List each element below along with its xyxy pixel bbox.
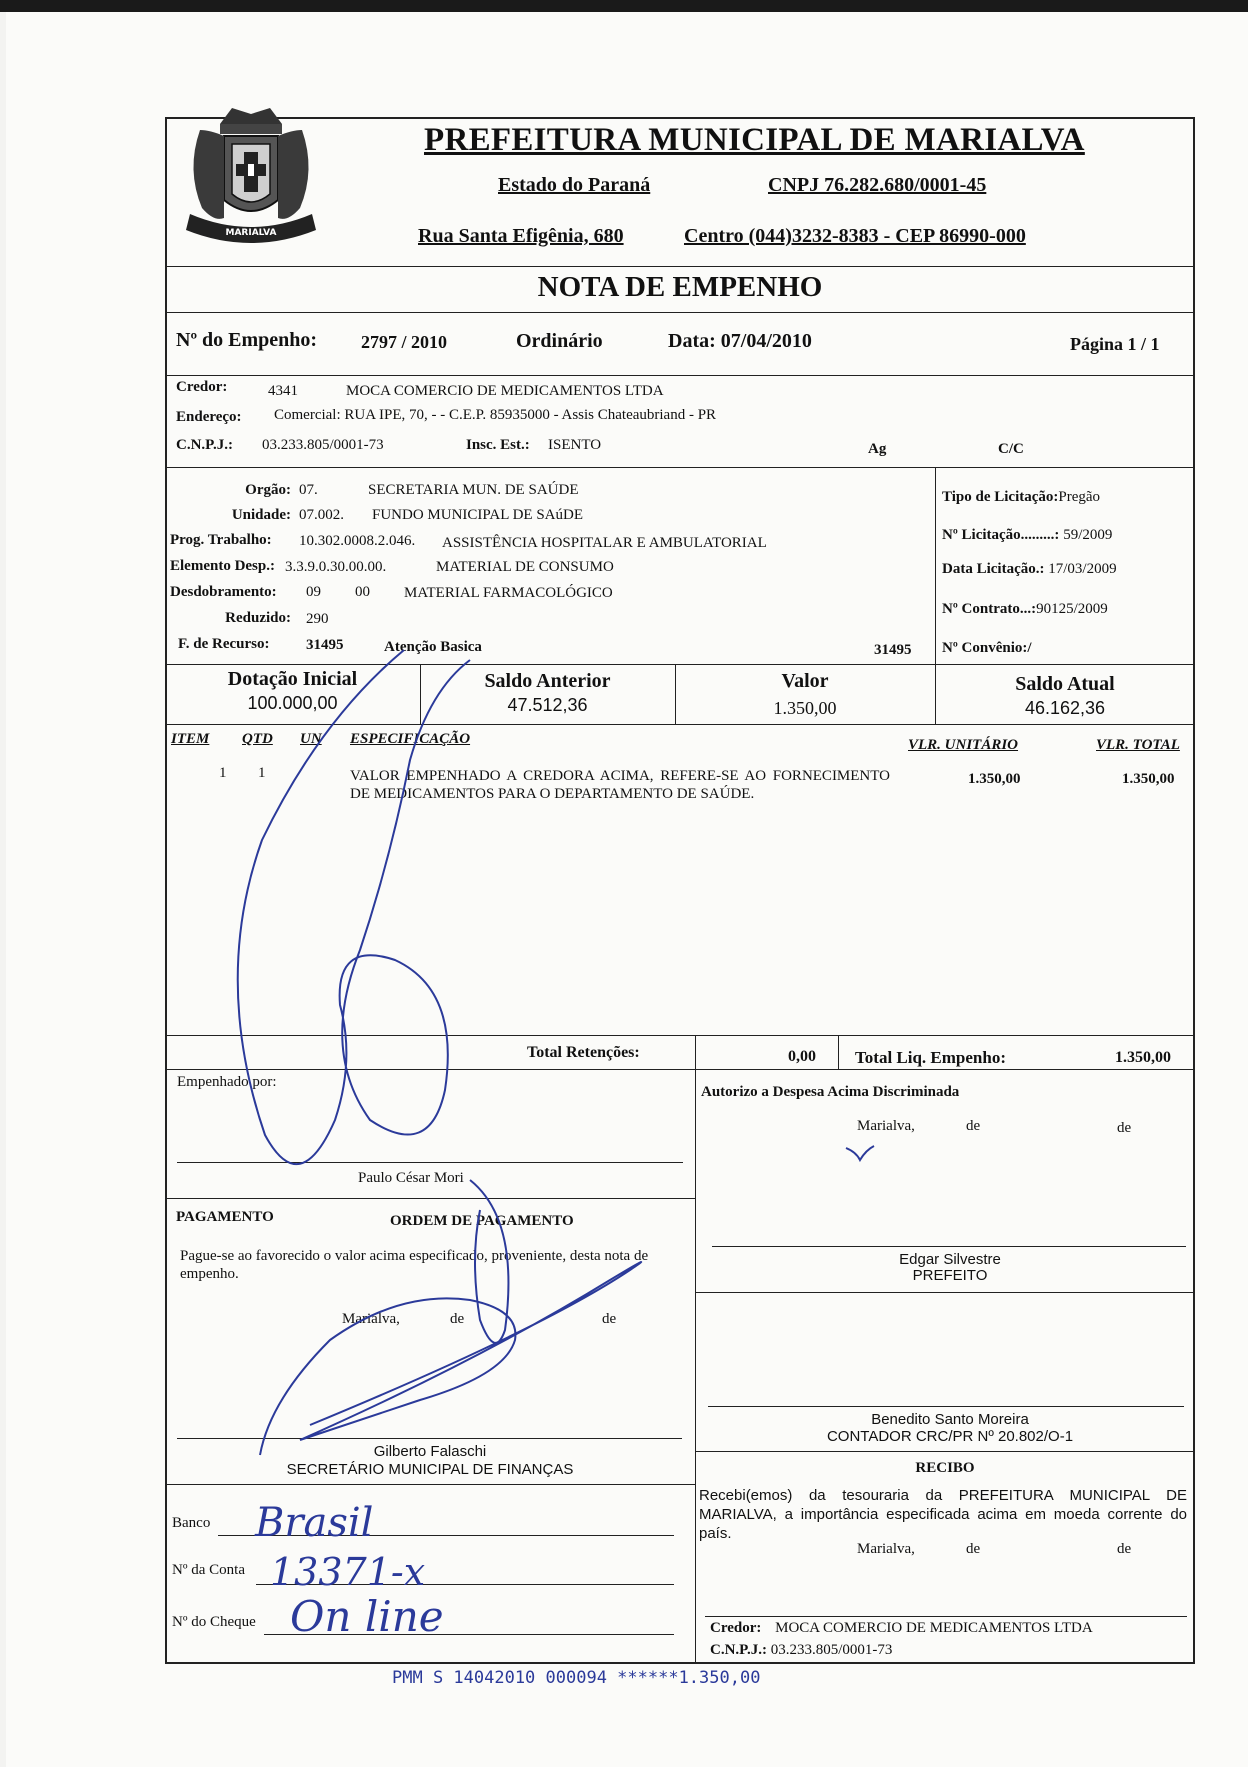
bank-authentication-stamp: PMM S 14042010 000094 ******1.350,00 bbox=[392, 1668, 761, 1688]
orgao-label: Orgão: bbox=[245, 482, 291, 498]
recurso-code: 31495 bbox=[306, 637, 344, 653]
reduzido-value: 290 bbox=[306, 611, 329, 627]
recibo-city: Marialva, bbox=[857, 1541, 915, 1557]
contador-role: CONTADOR CRC/PR Nº 20.802/O-1 bbox=[826, 1428, 1074, 1445]
banco-label: Banco bbox=[172, 1515, 211, 1531]
prog-label: Prog. Trabalho: bbox=[170, 532, 272, 548]
col-especificacao: ESPECIFICAÇÃO bbox=[350, 731, 471, 747]
unidade-code: 07.002. bbox=[299, 507, 344, 523]
credor-label: Credor: bbox=[176, 379, 228, 395]
recibo-de-1: de bbox=[966, 1541, 981, 1557]
coat-of-arms-banner: MARIALVA bbox=[225, 228, 277, 238]
desdobramento-a: 09 bbox=[306, 584, 321, 600]
unidade-label: Unidade: bbox=[231, 507, 291, 523]
municipality-title: PREFEITURA MUNICIPAL DE MARIALVA bbox=[424, 122, 1085, 158]
recibo-credor-label: Credor: bbox=[710, 1620, 762, 1636]
agency-label: Ag bbox=[868, 441, 887, 457]
recibo-cnpj-label: C.N.P.J.: bbox=[710, 1642, 767, 1658]
pagamento-text: Pague-se ao favorecido o valor acima especificado, proveniente, desta nota de empenho. bbox=[180, 1248, 649, 1282]
prefeito-role: PREFEITO bbox=[912, 1267, 988, 1284]
secretario-name: Gilberto Falaschi bbox=[373, 1443, 487, 1460]
valor-value: 1.350,00 bbox=[773, 698, 837, 718]
recurso-name: Atenção Basica bbox=[384, 639, 482, 655]
recibo-title: RECIBO bbox=[915, 1460, 975, 1476]
pagamento-de-1: de bbox=[450, 1311, 465, 1327]
autorizo-de-2: de bbox=[1117, 1120, 1132, 1136]
scan-top-edge bbox=[0, 0, 1248, 12]
pagamento-title: PAGAMENTO bbox=[176, 1209, 274, 1225]
recibo-cnpj: 03.233.805/0001-73 bbox=[770, 1642, 893, 1658]
empenhado-label: Empenhado por: bbox=[177, 1074, 277, 1090]
item-number: 1 bbox=[219, 765, 227, 781]
elemento-name: MATERIAL DE CONSUMO bbox=[436, 559, 614, 575]
conta-label: Nº da Conta bbox=[172, 1562, 245, 1578]
saldo-anterior-value: 47.512,36 bbox=[507, 695, 588, 715]
col-un: UN bbox=[300, 731, 322, 747]
licitacao-data: 17/03/2009 bbox=[1048, 561, 1117, 577]
dotacao-value: 100.000,00 bbox=[247, 693, 338, 713]
address-contact: Centro (044)3232-8383 - CEP 86990-000 bbox=[684, 225, 1026, 247]
credor-address: Comercial: RUA IPE, 70, - - C.E.P. 85935000 - Assis Chateaubriand - PR bbox=[274, 407, 717, 423]
insc-label: Insc. Est.: bbox=[466, 437, 530, 453]
col-valor-unitario: VLR. UNITÁRIO bbox=[908, 737, 1019, 753]
empenho-number-label: Nº do Empenho: bbox=[176, 329, 318, 351]
licitacao-numero-label: Nº Licitação.........: 59/2009 bbox=[942, 527, 1113, 543]
credor-cnpj-label: C.N.P.J.: bbox=[176, 437, 233, 453]
document-title: NOTA DE EMPENHO bbox=[537, 271, 823, 303]
item-description: VALOR EMPENHADO A CREDORA ACIMA, REFERE-SE AO FORNECIMENTO DE MEDICAMENTOS PARA O DEPARTAMENTO DE SAÚDE. bbox=[350, 768, 890, 802]
pagamento-de-2: de bbox=[602, 1311, 617, 1327]
licitacao-tipo-label: Tipo de Licitação:Pregão bbox=[942, 489, 1101, 505]
contrato-numero: 90125/2009 bbox=[1036, 601, 1108, 617]
account-label: C/C bbox=[998, 441, 1024, 457]
saldo-atual-value: 46.162,36 bbox=[1024, 698, 1106, 718]
autorizo-city: Marialva, bbox=[857, 1118, 915, 1134]
recibo-credor: MOCA COMERCIO DE MEDICAMENTOS LTDA bbox=[775, 1620, 1093, 1636]
item-valor-total: 1.350,00 bbox=[1122, 771, 1175, 787]
recibo-de-2: de bbox=[1117, 1541, 1132, 1557]
valor-label: Valor bbox=[781, 670, 829, 692]
saldo-atual-label: Saldo Atual bbox=[1015, 673, 1115, 695]
ordem-pagamento-title: ORDEM DE PAGAMENTO bbox=[390, 1213, 574, 1229]
autorizo-de-1: de bbox=[966, 1118, 981, 1134]
unidade-name: FUNDO MUNICIPAL DE SAúDE bbox=[372, 507, 583, 523]
endereco-label: Endereço: bbox=[176, 409, 242, 425]
retencoes-value: 0,00 bbox=[788, 1048, 816, 1065]
page-number: Página 1 / 1 bbox=[1070, 334, 1160, 354]
empenho-type: Ordinário bbox=[516, 330, 603, 352]
prog-name: ASSISTÊNCIA HOSPITALAR E AMBULATORIAL bbox=[442, 535, 767, 551]
pagamento-city: Marialva, bbox=[342, 1311, 400, 1327]
cheque-label: Nº do Cheque bbox=[172, 1614, 256, 1630]
municipality-cnpj: CNPJ 76.282.680/0001-45 bbox=[768, 174, 987, 196]
total-liquido-value: 1.350,00 bbox=[1115, 1049, 1171, 1066]
state-name: Estado do Paraná bbox=[498, 174, 651, 196]
recurso-code-2: 31495 bbox=[874, 642, 912, 658]
prefeito-name: Edgar Silvestre bbox=[899, 1251, 1001, 1268]
licitacao-data-label: Data Licitação.: 17/03/2009 bbox=[942, 561, 1117, 577]
prog-code: 10.302.0008.2.046. bbox=[299, 533, 416, 549]
conta-handwritten: 13371-x bbox=[270, 1550, 426, 1594]
recurso-label: F. de Recurso: bbox=[178, 636, 270, 652]
contador-name: Benedito Santo Moreira bbox=[871, 1411, 1029, 1428]
street-address: Rua Santa Efigênia, 680 bbox=[418, 225, 624, 247]
item-valor-unitario: 1.350,00 bbox=[968, 771, 1021, 787]
col-valor-total: VLR. TOTAL bbox=[1096, 737, 1180, 753]
elemento-label: Elemento Desp.: bbox=[170, 558, 275, 574]
credor-name: MOCA COMERCIO DE MEDICAMENTOS LTDA bbox=[346, 383, 664, 399]
reduzido-label: Reduzido: bbox=[225, 610, 291, 626]
recibo-text: Recebi(emos) da tesouraria da PREFEITURA MUNICIPAL DE MARIALVA, a importância especificada acima em moeda corrente do país. bbox=[699, 1487, 1187, 1542]
retencoes-label: Total Retenções: bbox=[527, 1044, 640, 1061]
desdobramento-label: Desdobramento: bbox=[170, 584, 277, 600]
orgao-code: 07. bbox=[299, 482, 318, 498]
licitacao-numero: 59/2009 bbox=[1063, 527, 1113, 543]
secretario-role: SECRETÁRIO MUNICIPAL DE FINANÇAS bbox=[286, 1461, 574, 1478]
desdobramento-name: MATERIAL FARMACOLÓGICO bbox=[404, 585, 613, 601]
col-qtd: QTD bbox=[242, 731, 273, 747]
dotacao-label: Dotação Inicial bbox=[227, 668, 358, 690]
credor-code: 4341 bbox=[268, 383, 298, 399]
contrato-label: Nº Contrato...:90125/2009 bbox=[942, 601, 1108, 617]
orgao-name: SECRETARIA MUN. DE SAÚDE bbox=[368, 482, 579, 498]
autorizo-title: Autorizo a Despesa Acima Discriminada bbox=[701, 1084, 960, 1100]
empenho-date: Data: 07/04/2010 bbox=[668, 330, 812, 352]
empenhado-name: Paulo César Mori bbox=[358, 1170, 464, 1186]
item-qtd: 1 bbox=[258, 765, 266, 781]
total-liquido-label: Total Liq. Empenho: bbox=[855, 1048, 1006, 1067]
banco-handwritten: Brasil bbox=[255, 1500, 374, 1546]
cheque-handwritten: On line bbox=[290, 1592, 444, 1641]
desdobramento-b: 00 bbox=[355, 584, 370, 600]
elemento-code: 3.3.9.0.30.00.00. bbox=[285, 559, 387, 575]
convenio-label: Nº Convênio:/ bbox=[942, 640, 1032, 656]
coat-of-arms-icon bbox=[180, 90, 322, 260]
col-item: ITEM bbox=[171, 731, 210, 747]
empenho-number: 2797 / 2010 bbox=[361, 332, 448, 352]
saldo-anterior-label: Saldo Anterior bbox=[484, 670, 611, 692]
licitacao-tipo: Pregão bbox=[1058, 489, 1101, 505]
insc-value: ISENTO bbox=[548, 437, 602, 453]
credor-cnpj: 03.233.805/0001-73 bbox=[262, 437, 384, 453]
